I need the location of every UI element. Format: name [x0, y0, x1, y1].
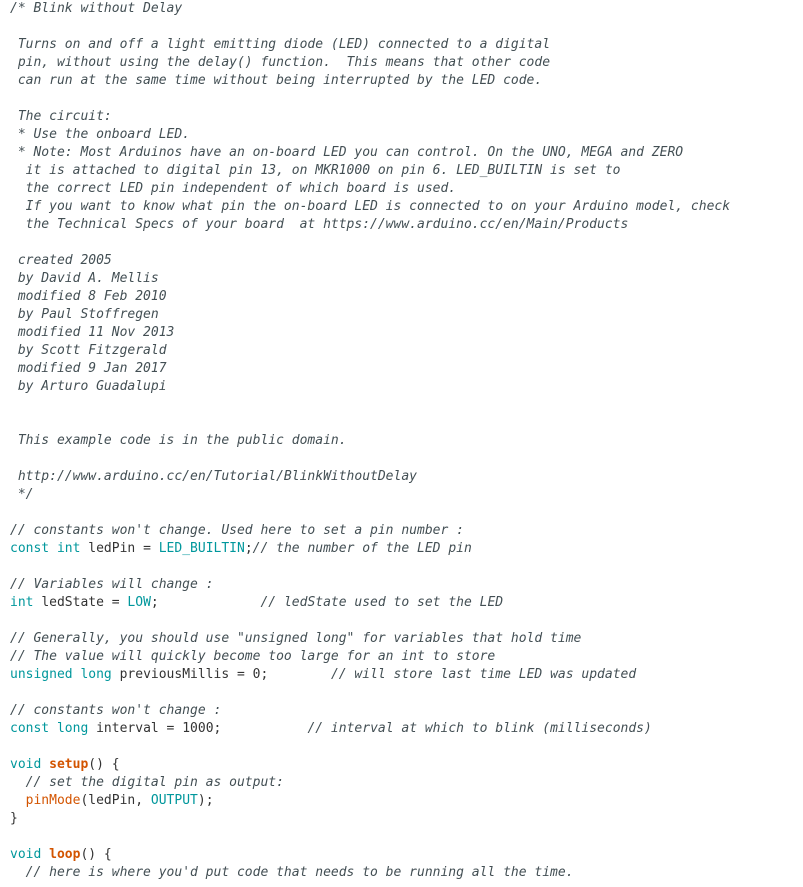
- comment-line: // constants won't change. Used here to set a pin number :: [10, 523, 464, 538]
- pinmode-call: [10, 792, 803, 810]
- header-comment-line: by Arturo Guadalupi: [10, 379, 167, 394]
- function-name: setup: [49, 757, 89, 772]
- punctuation: ,: [135, 793, 151, 808]
- blank-line: [10, 558, 803, 576]
- punctuation: ;: [244, 541, 253, 556]
- inline-comment: // here is where you'd put code that needs to be running all the time.: [25, 865, 574, 880]
- header-comment-line: Turns on and off a light emitting diode (LED) connected to a digital: [10, 37, 551, 52]
- inline-comment: // interval at which to blink (milliseconds): [307, 721, 652, 736]
- header-comment-line: created 2005: [10, 253, 112, 268]
- ledstate-declaration: [10, 594, 803, 612]
- blank-line: [10, 612, 803, 630]
- closing-brace: }: [10, 811, 18, 826]
- number: 1000: [182, 721, 214, 736]
- header-comment-line: by Scott Fitzgerald: [10, 343, 167, 358]
- header-comment-line: */: [10, 487, 34, 502]
- keyword: int: [56, 541, 81, 556]
- header-comment-line: [10, 414, 803, 432]
- punctuation: ;: [213, 721, 222, 736]
- inline-comment: // set the digital pin as output:: [25, 775, 284, 790]
- header-comment-line: * Note: Most Arduinos have an on-board LED you can control. On the UNO, MEGA and ZERO: [10, 145, 684, 160]
- comment-line: // Generally, you should use "unsigned long" for variables that hold time: [10, 631, 582, 646]
- identifier: ledPin: [88, 541, 136, 556]
- punctuation: ;: [260, 667, 269, 682]
- inline-comment: // ledState used to set the LED: [260, 595, 504, 610]
- inline-comment: // the number of the LED pin: [252, 541, 472, 556]
- header-comment-line: This example code is in the public domain.: [10, 433, 347, 448]
- header-comment-line: the Technical Specs of your board at https://www.arduino.cc/en/Main/Products: [10, 217, 629, 232]
- setup-signature: [10, 756, 803, 774]
- punctuation: ;: [150, 595, 159, 610]
- header-comment-line: the correct LED pin independent of which board is used.: [10, 181, 457, 196]
- number: 0: [252, 667, 261, 682]
- loop-signature: [10, 846, 803, 864]
- header-comment-line: can run at the same time without being interrupted by the LED code.: [10, 73, 543, 88]
- header-comment-line: modified 8 Feb 2010: [10, 289, 167, 304]
- operator: =: [135, 541, 159, 556]
- padding: [159, 595, 261, 610]
- header-comment-line: http://www.arduino.cc/en/Tutorial/BlinkWithoutDelay: [10, 469, 417, 484]
- inline-comment: // will store last time LED was updated: [330, 667, 637, 682]
- punctuation: (: [80, 793, 89, 808]
- header-comment-line: If you want to know what pin the on-board LED is connected to on your Arduino model, check: [10, 199, 731, 214]
- keyword: void: [10, 847, 42, 862]
- ledpin-declaration: [10, 540, 803, 558]
- previous-millis-declaration: [10, 666, 803, 684]
- header-comment-line: [10, 396, 803, 414]
- header-comment-line: by Paul Stoffregen: [10, 307, 159, 322]
- punctuation: () {: [88, 757, 120, 772]
- blank-line: [10, 504, 803, 522]
- padding: [268, 667, 331, 682]
- identifier: previousMillis: [119, 667, 230, 682]
- punctuation: );: [197, 793, 214, 808]
- constant: LED_BUILTIN: [158, 541, 245, 556]
- identifier: ledPin: [88, 793, 136, 808]
- constant: LOW: [127, 595, 151, 610]
- identifier: interval: [96, 721, 159, 736]
- keyword: void: [10, 757, 42, 772]
- operator: =: [229, 667, 253, 682]
- identifier: ledState: [41, 595, 104, 610]
- header-comment-line: The circuit:: [10, 109, 112, 124]
- function-call: pinMode: [25, 793, 81, 808]
- loop-comment-line: [10, 864, 803, 882]
- header-comment-line: pin, without using the delay() function. This means that other code: [10, 55, 551, 70]
- header-comment-line: [10, 234, 803, 252]
- keyword: const: [10, 721, 50, 736]
- padding: [221, 721, 307, 736]
- header-comment-line: * Use the onboard LED.: [10, 127, 191, 142]
- operator: =: [158, 721, 183, 736]
- comment-line: // Variables will change :: [10, 577, 214, 592]
- header-comment-line: [10, 450, 803, 468]
- comment-line: // constants won't change :: [10, 703, 222, 718]
- keyword: unsigned: [10, 667, 73, 682]
- header-comment-line: [10, 90, 803, 108]
- keyword: const: [10, 541, 50, 556]
- keyword: long: [80, 667, 112, 682]
- header-comment-line: /* Blink without Delay: [10, 1, 183, 16]
- header-comment-line: [10, 18, 803, 36]
- blank-line: [10, 828, 803, 846]
- keyword: int: [10, 595, 34, 610]
- constant: OUTPUT: [150, 793, 198, 808]
- interval-declaration: [10, 720, 803, 738]
- blank-line: [10, 738, 803, 756]
- punctuation: () {: [80, 847, 112, 862]
- blank-line: [10, 684, 803, 702]
- operator: =: [103, 595, 128, 610]
- header-comment-line: by David A. Mellis: [10, 271, 159, 286]
- header-comment-line: modified 9 Jan 2017: [10, 361, 167, 376]
- setup-comment-line: [10, 774, 803, 792]
- header-comment-line: modified 11 Nov 2013: [10, 325, 175, 340]
- function-name: loop: [49, 847, 81, 862]
- header-comment-line: it is attached to digital pin 13, on MKR1000 on pin 6. LED_BUILTIN is set to: [10, 163, 621, 178]
- comment-line: // The value will quickly become too large for an int to store: [10, 649, 496, 664]
- keyword: long: [56, 721, 89, 736]
